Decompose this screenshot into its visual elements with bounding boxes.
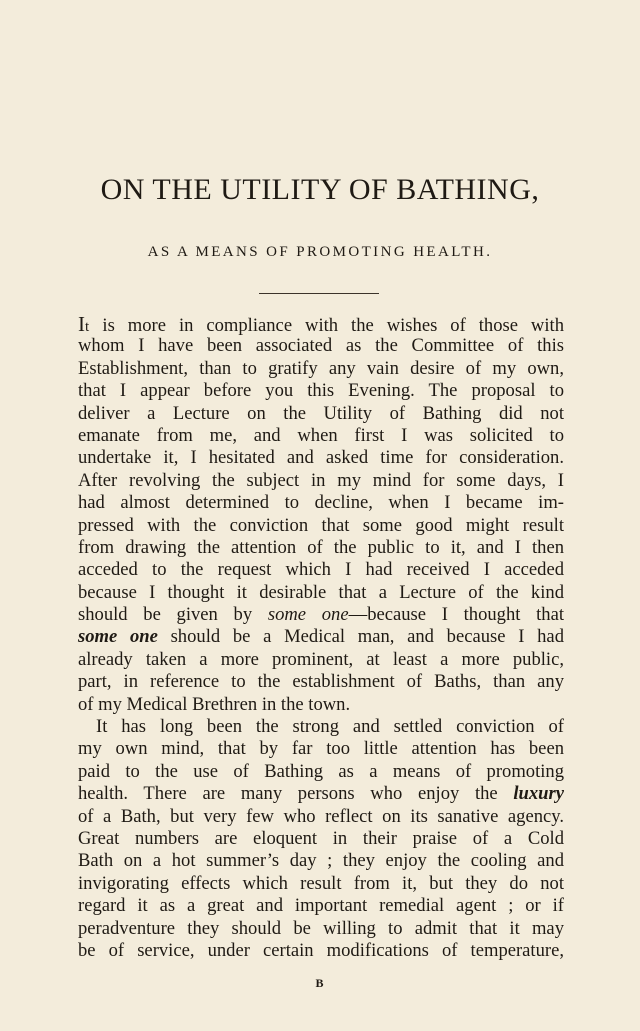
- text-line: peradventure they should be willing to admit that it may: [78, 917, 564, 939]
- text-line: acceded to the request which I had received I acceded: [78, 559, 564, 581]
- text-line: [78, 783, 564, 805]
- text-line: undertake it, I hesitated and asked time for consideration.: [78, 447, 564, 469]
- text-span: health. There are many persons who enjoy the: [78, 783, 514, 805]
- text-line: emanate from me, and when first I was solicited to: [78, 424, 564, 446]
- dropcap: I: [78, 312, 85, 336]
- text-line: my own mind, that by far too little attention has been: [78, 738, 564, 760]
- chapter-title: ON THE UTILITY OF BATHING,: [100, 173, 540, 206]
- text-line: part, in reference to the establishment of Baths, than any: [78, 671, 564, 693]
- text-line: Bath on a hot summer’s day ; they enjoy the cooling and: [78, 850, 564, 872]
- text-line: [78, 604, 564, 626]
- text-span: should be a Medical man, and because I had: [157, 626, 564, 648]
- italic-text: some one: [267, 604, 349, 626]
- chapter-subtitle: AS A MEANS OF PROMOTING HEALTH.: [147, 244, 493, 260]
- smallcaps-text: t: [85, 319, 90, 335]
- text-line: from drawing the attention of the public to it, and I then: [78, 536, 564, 558]
- text-line: pressed with the conviction that some good might result: [78, 514, 564, 536]
- text-line: deliver a Lecture on the Utility of Bathing did not: [78, 402, 564, 424]
- text-line: of a Bath, but very few who reflect on its sanative agency.: [78, 805, 564, 827]
- text-span: —because I thought that: [348, 604, 564, 626]
- text-span: is more in compliance with the wishes of those with: [89, 315, 564, 336]
- text-line: regard it as a great and important remedial agent ; or if: [78, 895, 564, 917]
- text-line: had almost determined to decline, when I became im-: [78, 492, 564, 514]
- text-line: be of service, under certain modifications of temperature,: [78, 939, 564, 961]
- text-line: of my Medical Brethren in the town.: [78, 693, 351, 715]
- text-line: [78, 313, 564, 335]
- text-line: that I appear before you this Evening. The proposal to: [78, 380, 564, 402]
- text-line: It has long been the strong and settled conviction of: [96, 716, 564, 738]
- text-line: [78, 626, 564, 648]
- text-line: paid to the use of Bathing as a means of promoting: [78, 760, 564, 782]
- text-line: Great numbers are eloquent in their praise of a Cold: [78, 827, 564, 849]
- bold-italic-text: luxury: [513, 783, 564, 805]
- bold-italic-text: some one: [78, 626, 158, 648]
- title-divider: [259, 293, 379, 294]
- text-span: should be given by: [78, 604, 268, 626]
- text-line: whom I have been associated as the Committee of this: [78, 335, 564, 357]
- text-line: because I thought it desirable that a Lecture of the kind: [78, 581, 564, 603]
- body-text: [78, 313, 564, 962]
- text-line: invigorating effects which result from it, but they do not: [78, 872, 564, 894]
- text-line: already taken a more prominent, at least a more public,: [78, 648, 564, 670]
- text-line: After revolving the subject in my mind for some days, I: [78, 469, 564, 491]
- text-line: Establishment, than to gratify any vain desire of my own,: [78, 357, 564, 379]
- signature-mark: B: [315, 976, 325, 990]
